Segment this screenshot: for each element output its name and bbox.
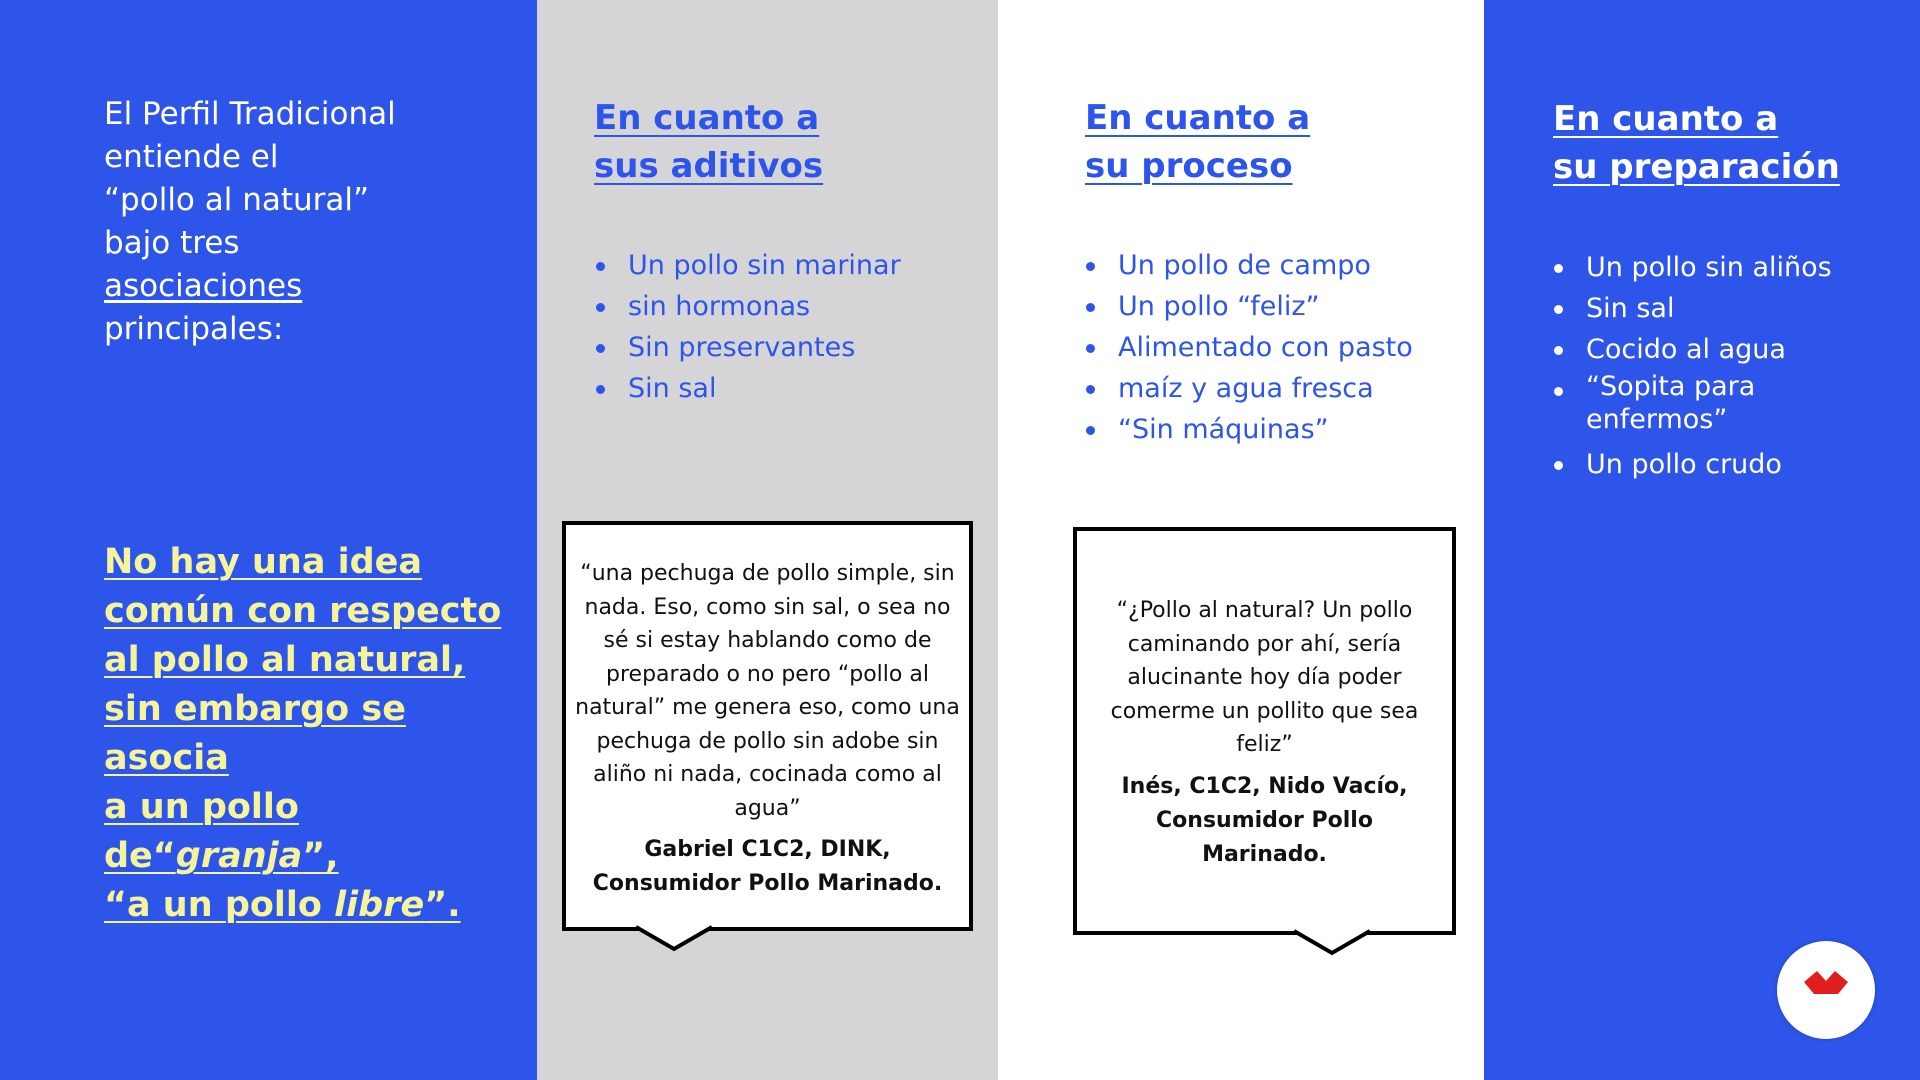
list-item: “Sin máquinas”	[1083, 409, 1413, 450]
intro-underlined-word: asociaciones	[104, 268, 303, 304]
aditivos-heading	[594, 94, 823, 190]
highlight-emphasis: granja	[175, 836, 303, 876]
heading-line: En cuanto a	[594, 98, 820, 138]
highlight-line: común con respecto	[104, 591, 502, 631]
quote-attribution: Gabriel C1C2, DINK, Consumidor Pollo Marinado.	[592, 837, 943, 896]
intro-text	[104, 93, 524, 351]
highlight-line-granja	[104, 832, 534, 881]
list-item: Un pollo sin marinar	[593, 245, 901, 286]
highlight-line: al pollo al natural,	[104, 640, 466, 680]
intro-line: principales:	[104, 311, 284, 347]
heading-line: En cuanto a	[1085, 98, 1311, 138]
heading-line: En cuanto a	[1553, 99, 1779, 139]
list-item: Un pollo de campo	[1083, 245, 1413, 286]
speech-tail-icon	[632, 925, 722, 955]
highlight-fragment: ”.	[424, 885, 461, 925]
highlight-line: No hay una idea	[104, 542, 423, 582]
highlight-fragment: de“	[104, 836, 176, 876]
list-item: sin hormonas	[593, 286, 901, 327]
highlight-line: a un pollo	[104, 787, 299, 827]
quote-attribution: Inés, C1C2, Nido Vacío, Consumidor Pollo Marinado.	[1121, 773, 1408, 867]
list-item: Cocido al agua	[1551, 329, 1891, 370]
intro-line: El Perfil Tradicional	[104, 96, 396, 132]
list-item: Sin sal	[593, 368, 901, 409]
quote-bubble-ines	[1073, 527, 1456, 935]
highlight-fragment: “a un pollo	[104, 885, 335, 925]
list-item: Un pollo sin aliños	[1551, 247, 1891, 288]
quote-text: “una pechuga de pollo simple, sin nada. Eso, como sin sal, o sea no sé si estay hablando como de preparado o no pero “pollo al natural” me genera eso, como una pechuga de pollo sin adobe sin aliño ni nada, cocinada como al agua”	[575, 561, 960, 821]
highlight-statement	[104, 538, 534, 930]
list-item: Alimentado con pasto	[1083, 327, 1413, 368]
intro-line: bajo tres	[104, 225, 240, 261]
highlight-emphasis: libre	[334, 885, 425, 925]
quote-text: “¿Pollo al natural? Un pollo caminando por ahí, sería alucinante hoy día poder comerme un pollito que sea feliz”	[1110, 598, 1419, 757]
brand-logo[interactable]	[1777, 941, 1875, 1039]
highlight-line-libre	[104, 881, 534, 930]
quote-bubble-gabriel	[562, 521, 973, 931]
list-item: Sin preservantes	[593, 327, 901, 368]
heading-line: sus aditivos	[594, 146, 824, 186]
highlight-line: asocia	[104, 738, 229, 778]
list-item: Un pollo “feliz”	[1083, 286, 1413, 327]
brand-logo-icon	[1777, 941, 1875, 1039]
list-item: “Sopita para enfermos”	[1551, 370, 1786, 436]
preparacion-list	[1551, 247, 1891, 485]
highlight-fragment: ”,	[302, 836, 339, 876]
heading-line: su preparación	[1553, 147, 1840, 187]
heading-line: su proceso	[1085, 146, 1293, 186]
proceso-heading	[1085, 94, 1310, 190]
list-item: Sin sal	[1551, 288, 1891, 329]
preparacion-heading	[1553, 95, 1840, 191]
highlight-line: sin embargo se	[104, 689, 406, 729]
intro-line: entiende el	[104, 139, 279, 175]
proceso-list	[1083, 245, 1413, 450]
intro-line: “pollo al natural”	[104, 182, 370, 218]
list-item: Un pollo crudo	[1551, 444, 1891, 485]
aditivos-list	[593, 245, 901, 409]
list-item: maíz y agua fresca	[1083, 368, 1413, 409]
speech-tail-icon	[1290, 929, 1380, 959]
